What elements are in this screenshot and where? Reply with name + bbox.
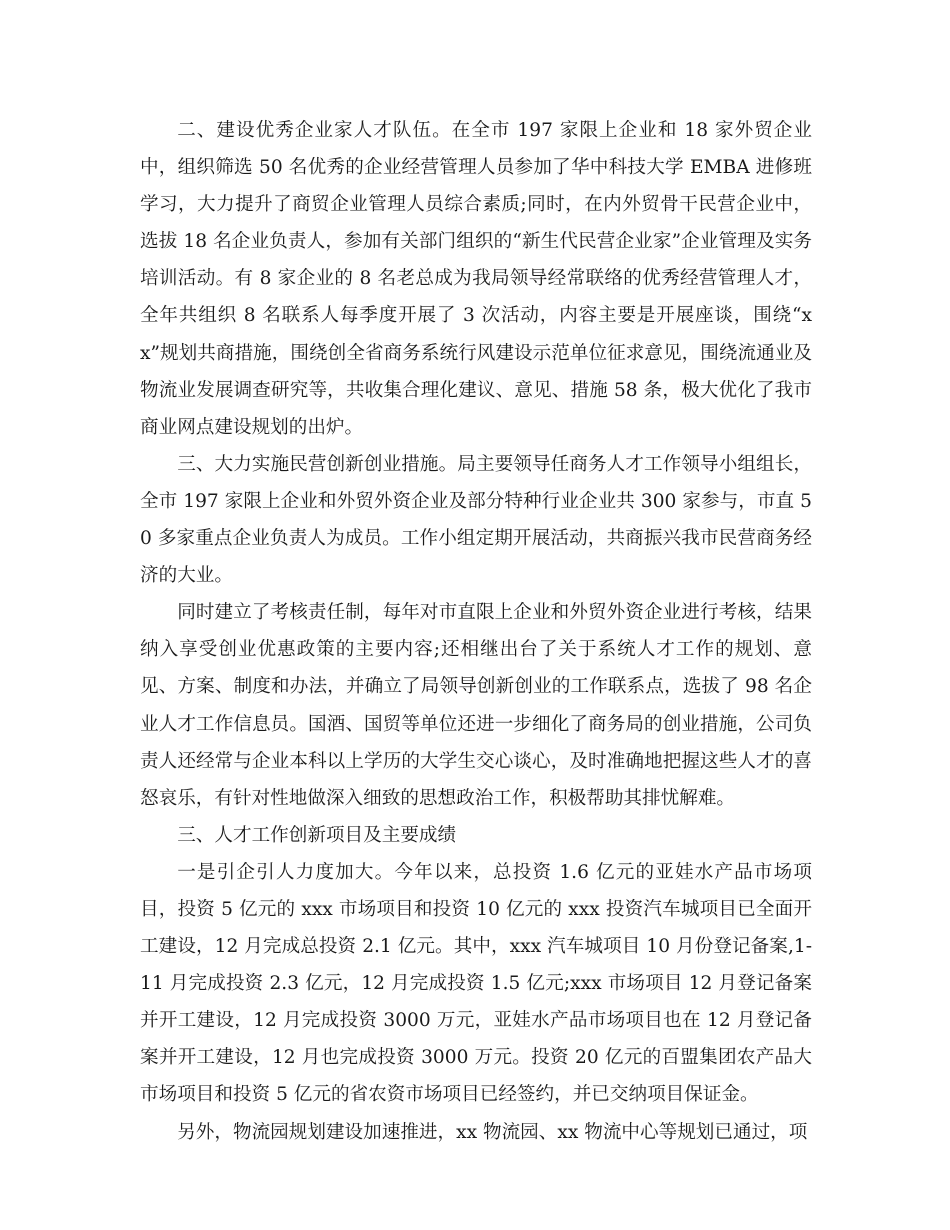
paragraph-assessment-system: 同时建立了考核责任制，每年对市直限上企业和外贸外资企业进行考核，结果纳入享受创业优惠政策的主要内容;还相继出台了关于系统人才工作的规划、意见、方案、制度和办法，并确立了局领导创新创业的工作联系点，选拔了 98 名企业人才工作信息员。国酒、国贸等单位还进一步细化了商务局的创业措施，公司负责人还经常与企业本科以上学历的大学生交心谈心，及时准确地把握这些人才的喜怒哀乐，有针对性地做深入细致的思想政治工作，积极帮助其排忧解难。	[140, 602, 812, 809]
section-heading-achievements: 三、人才工作创新项目及主要成绩	[177, 824, 457, 846]
paragraph-investment: 一是引企引人力度加大。今年以来，总投资 1.6 亿元的亚娃水产品市场项目，投资 5 亿元的 xxx 市场项目和投资 10 亿元的 xxx 投资汽车城项目已全面开工建设，12 月完成总投资 2.1 亿元。其中，xxx 汽车城项目 10 月份登记备案,1-11 月完成投资 2.3 亿元，12 月完成投资 1.5 亿元;xxx 市场项目 12 月登记备案并开工建设，12 月完成投资 3000 万元，亚娃水产品市场项目也在 12 月登记备案并开工建设，12 月也完成投资 3000 万元。投资 20 亿元的百盟集团农产品大市场项目和投资 5 亿元的省农资市场项目已经签约，并已交纳项目保证金。	[140, 861, 812, 1106]
document-body	[140, 112, 812, 1151]
paragraph-talent-team: 二、建设优秀企业家人才队伍。在全市 197 家限上企业和 18 家外贸企业中，组织筛选 50 名优秀的企业经营管理人员参加了华中科技大学 EMBA 进修班学习，大力提升了商贸企业管理人员综合素质;同时，在内外贸骨干民营企业中，选拔 18 名企业负责人，参加有关部门组织的“新生代民营企业家”企业管理及实务培训活动。有 8 家企业的 8 名老总成为我局领导经常联络的优秀经营管理人才，全年共组织 8 名联系人每季度开展了 3 次活动，内容主要是开展座谈，围绕“xx”规划共商措施，围绕创全省商务系统行风建设示范单位征求意见，围绕流通业及物流业发展调查研究等，共收集合理化建议、意见、措施 58 条，极大优化了我市商业网点建设规划的出炉。	[140, 120, 812, 438]
paragraph-logistics: 另外，物流园规划建设加速推进，xx 物流园、xx 物流中心等规划已通过，项	[177, 1121, 808, 1143]
paragraph-innovation-measures: 三、大力实施民营创新创业措施。局主要领导任商务人才工作领导小组组长，全市 197 家限上企业和外贸外资企业及部分特种行业企业共 300 家参与，市直 50 多家重点企业负责人为成员。工作小组定期开展活动，共商振兴我市民营商务经济的大业。	[140, 453, 812, 587]
